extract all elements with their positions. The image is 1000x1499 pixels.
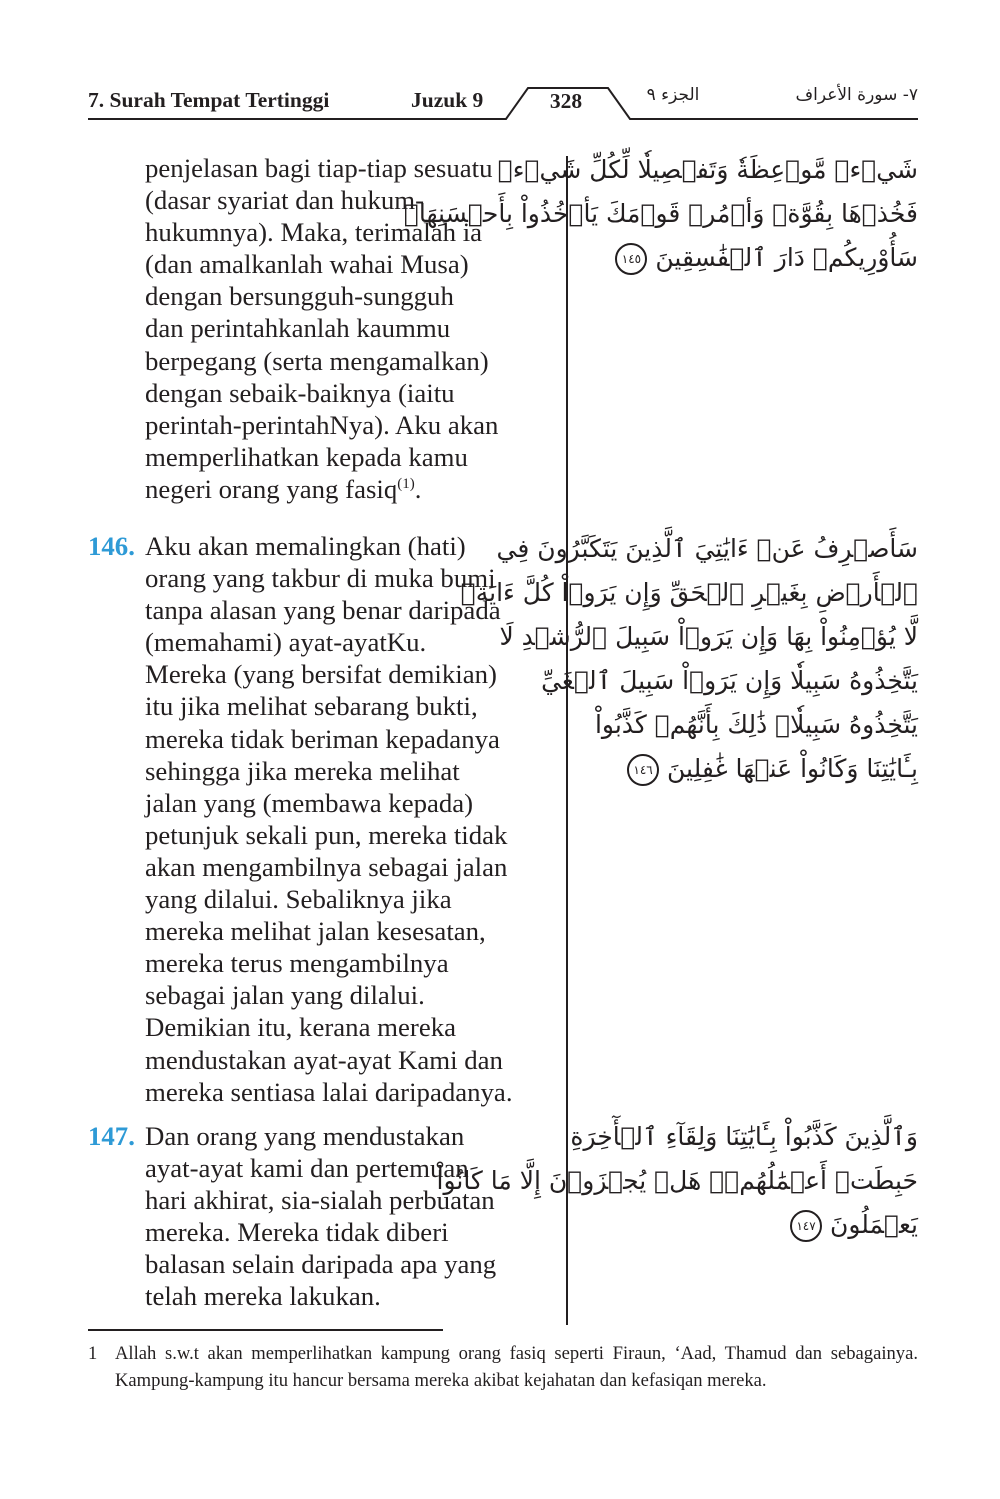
verse-punct: . — [414, 473, 422, 504]
footnote-divider — [88, 1329, 443, 1331]
verse-145-arabic — [403, 148, 918, 280]
arabic-line-text: يَعۡمَلُونَ — [829, 1210, 918, 1239]
arabic-line — [590, 747, 918, 791]
verse-line: orang yang takbur di muka bumi — [145, 563, 496, 594]
verse-line: hari akhirat, sia-sialah perbuatan — [145, 1185, 495, 1216]
verse-147-arabic — [436, 1115, 918, 1247]
verse-line: Dan orang yang mendustakan — [145, 1121, 465, 1151]
verse-line: (dan amalkanlah wahai Musa) — [145, 249, 469, 280]
verse-line: tanpa alasan yang benar daripada — [145, 595, 501, 626]
verse-line: akan mengambilnya sebagai jalan — [145, 851, 508, 882]
ayah-end-marker: ١٤٥ — [615, 243, 647, 275]
verse-line: telah mereka lakukan. — [145, 1281, 381, 1312]
verse-text — [145, 1120, 565, 1313]
verse-line: mereka. Mereka tidak diberi — [145, 1217, 449, 1248]
surah-title: 7. Surah Tempat Tertinggi — [88, 88, 330, 112]
verse-line-text: negeri orang yang fasiq — [145, 473, 398, 504]
verse-line: dengan bersungguh-sungguh — [145, 281, 454, 312]
verse-line: (dasar syariat dan hukum- — [145, 185, 425, 216]
footnote-ref[interactable]: (1) — [397, 476, 415, 493]
verse-line: mereka melihat jalan kesesatan, — [145, 916, 486, 947]
footnote-text: Allah s.w.t akan memperlihatkan kampung orang fasiq seperti Firaun, ‘Aad, Thamud dan sebagainya. Kampung-kampung itu hancur bersama mereka akibat kejahatan dan kefasiqan mereka. — [115, 1343, 918, 1391]
verse-line: hukumnya). Maka, terimalah ia — [145, 217, 483, 248]
verse-line: balasan selain daripada apa yang — [145, 1249, 497, 1280]
verse-line: petunjuk sekali pun, mereka tidak — [145, 819, 508, 850]
verse-line: berpegang (serta mengamalkan) — [145, 345, 489, 376]
verse-line: Aku akan memalingkan (hati) — [145, 531, 466, 561]
verse-line: itu jika melihat sebarang bukti, — [145, 691, 478, 722]
arabic-line: يَتَّخِذُوهُ سَبِيلٗا وَإِن يَرَوۡاْ سَبِيلَ ٱلۡغَيِّ — [541, 666, 918, 695]
verse-line: mereka sentiasa lalai daripadanya. — [145, 1076, 513, 1107]
arabic-line — [590, 1203, 918, 1247]
verse-line: memperlihatkan kepada kamu — [145, 441, 468, 472]
juz-arabic: الجزء ٩ — [646, 85, 700, 105]
page-header — [88, 82, 918, 122]
verse-line: dan perintahkanlah kaummu — [145, 313, 451, 344]
verse-line: yang dilalui. Sebaliknya jika — [145, 884, 452, 915]
verse-line: ayat-ayat kami dan pertemuan — [145, 1153, 469, 1184]
page-number: 328 — [549, 89, 583, 113]
verse-line: jalan yang (membawa kepada) — [145, 787, 474, 818]
ayah-end-marker: ١٤٧ — [790, 1210, 822, 1242]
verse-line: sehingga jika mereka melihat — [145, 755, 460, 786]
verse-line: mereka tidak beriman kepadanya — [145, 723, 500, 754]
verse-number: 146. — [88, 531, 135, 561]
verse-line: (memahami) ayat-ayatKu. — [145, 627, 427, 658]
arabic-line: ٱلۡأَرۡضِ بِغَيۡرِ ٱلۡحَقِّ وَإِن يَرَوۡاْ كُلَّ ءَايَةٖ — [460, 578, 918, 607]
verse-line: perintah-perintahNya). Aku akan — [145, 409, 499, 440]
verse-line — [145, 473, 565, 505]
column-divider — [566, 156, 568, 1325]
arabic-line: وَٱلَّذِينَ كَذَّبُواْ بِـَٔايَٰتِنَا وَلِقَآءِ ٱلۡأٓخِرَةِ — [570, 1122, 918, 1151]
arabic-line — [590, 236, 918, 280]
arabic-line: شَيۡءٖ مَّوۡعِظَةٗ وَتَفۡصِيلٗا لِّكُلِّ شَيۡءٖ — [497, 155, 918, 184]
arabic-line: فَخُذۡهَا بِقُوَّةٖ وَأۡمُرۡ قَوۡمَكَ يَأۡخُذُواْ بِأَحۡسَنِهَاۚ — [403, 199, 918, 228]
verse-line: dengan sebaik-baiknya (iaitu — [145, 377, 455, 408]
arabic-line: حَبِطَتۡ أَعۡمَٰلُهُمۡۚ هَلۡ يُجۡزَوۡنَ إِلَّا مَا كَانُواْ — [436, 1166, 918, 1195]
arabic-line: سَأَصۡرِفُ عَنۡ ءَايَٰتِيَ ٱلَّذِينَ يَتَكَبَّرُونَ فِي — [496, 534, 918, 563]
verse-number: 147. — [88, 1121, 135, 1151]
verse-line: mendustakan ayat-ayat Kami dan — [145, 1044, 503, 1075]
verse-146-arabic — [460, 527, 918, 791]
verse-line: mereka terus mengambilnya — [145, 948, 449, 979]
verse-line: penjelasan bagi tiap-tiap sesuatu — [145, 153, 493, 183]
arabic-line-text: بِـَٔايَٰتِنَا وَكَانُواْ عَنۡهَا غَٰفِلِينَ — [667, 754, 918, 783]
ayah-end-marker: ١٤٦ — [627, 754, 659, 786]
arabic-line-text: سَأُوْرِيكُمۡ دَارَ ٱلۡفَٰسِقِينَ — [655, 243, 918, 272]
arabic-line: لَّا يُؤۡمِنُواْ بِهَا وَإِن يَرَوۡاْ سَبِيلَ ٱلرُّشۡدِ لَا — [499, 622, 918, 651]
juzuk-label: Juzuk 9 — [411, 88, 484, 112]
footnote-number: 1 — [88, 1343, 98, 1364]
verse-line: sebagai jalan yang dilalui. — [145, 980, 425, 1011]
verse-line: Demikian itu, kerana mereka — [145, 1012, 457, 1043]
arabic-line: يَتَّخِذُوهُ سَبِيلٗاۚ ذَٰلِكَ بِأَنَّهُمۡ كَذَّبُواْ — [594, 710, 918, 739]
verse-line: Mereka (yang bersifat demikian) — [145, 659, 497, 690]
surah-arabic: ٧- سورة الأعراف — [795, 85, 918, 105]
